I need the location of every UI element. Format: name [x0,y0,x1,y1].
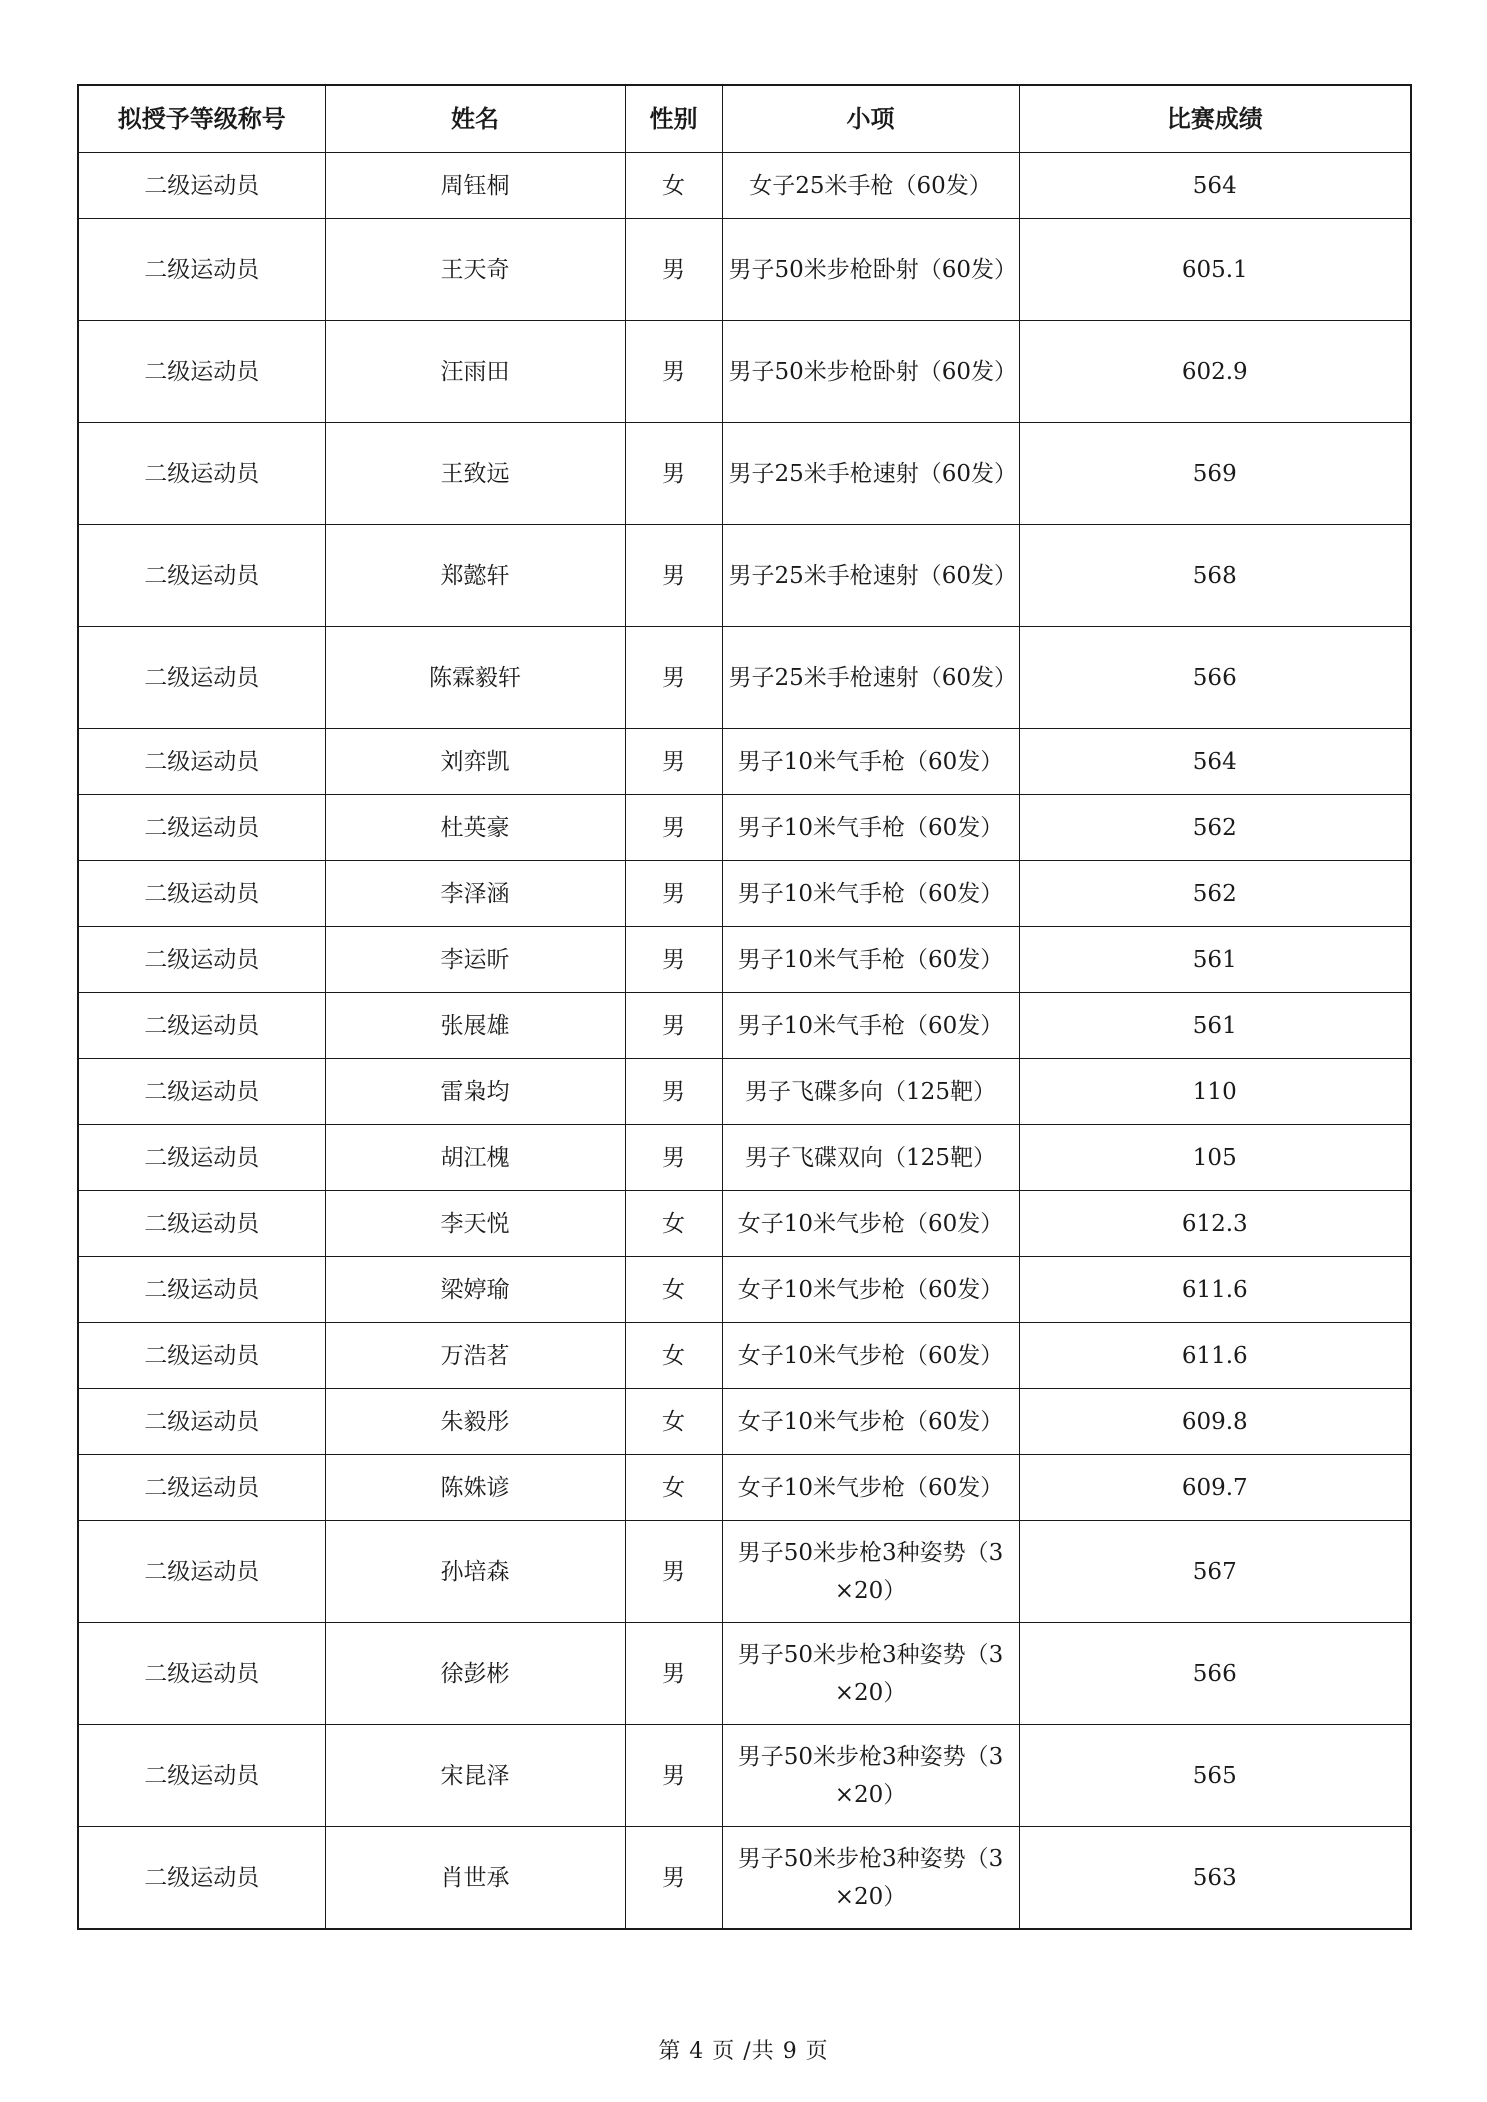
cell-name: 雷枭均 [325,1059,625,1125]
cell-score: 568 [1019,525,1411,627]
cell-event: 男子25米手枪速射（60发） [722,423,1019,525]
cell-grade: 二级运动员 [78,729,325,795]
cell-event: 男子10米气手枪（60发） [722,993,1019,1059]
cell-event: 男子50米步枪3种姿势（3×20） [722,1521,1019,1623]
athlete-table [77,84,1412,1930]
cell-gender: 女 [625,153,722,219]
table-row [78,1725,1411,1827]
table-row [78,153,1411,219]
cell-gender: 男 [625,795,722,861]
cell-score: 110 [1019,1059,1411,1125]
cell-grade: 二级运动员 [78,861,325,927]
cell-score: 562 [1019,795,1411,861]
cell-score: 609.7 [1019,1455,1411,1521]
table-body [78,153,1411,1930]
cell-grade: 二级运动员 [78,1323,325,1389]
cell-score: 567 [1019,1521,1411,1623]
cell-name: 陈霖毅轩 [325,627,625,729]
cell-gender: 男 [625,993,722,1059]
cell-grade: 二级运动员 [78,1521,325,1623]
cell-name: 杜英豪 [325,795,625,861]
table-row [78,1455,1411,1521]
cell-score: 564 [1019,729,1411,795]
cell-name: 郑懿轩 [325,525,625,627]
cell-event: 男子飞碟多向（125靶） [722,1059,1019,1125]
cell-name: 王天奇 [325,219,625,321]
table-row [78,927,1411,993]
cell-gender: 男 [625,1059,722,1125]
cell-grade: 二级运动员 [78,1125,325,1191]
cell-gender: 男 [625,219,722,321]
cell-grade: 二级运动员 [78,153,325,219]
cell-event: 女子10米气步枪（60发） [722,1455,1019,1521]
cell-score: 569 [1019,423,1411,525]
cell-name: 肖世承 [325,1827,625,1930]
cell-name: 徐彭彬 [325,1623,625,1725]
cell-event: 女子25米手枪（60发） [722,153,1019,219]
cell-event: 女子10米气步枪（60发） [722,1191,1019,1257]
table-row [78,1389,1411,1455]
cell-name: 朱毅彤 [325,1389,625,1455]
cell-gender: 女 [625,1257,722,1323]
cell-grade: 二级运动员 [78,993,325,1059]
cell-name: 刘弈凯 [325,729,625,795]
cell-name: 周钰桐 [325,153,625,219]
cell-grade: 二级运动员 [78,525,325,627]
cell-event: 女子10米气步枪（60发） [722,1323,1019,1389]
cell-grade: 二级运动员 [78,1455,325,1521]
cell-gender: 男 [625,321,722,423]
table-row [78,729,1411,795]
cell-gender: 男 [625,627,722,729]
cell-score: 563 [1019,1827,1411,1930]
cell-name: 李运昕 [325,927,625,993]
cell-event: 男子飞碟双向（125靶） [722,1125,1019,1191]
cell-name: 张展雄 [325,993,625,1059]
cell-name: 汪雨田 [325,321,625,423]
cell-score: 609.8 [1019,1389,1411,1455]
cell-score: 605.1 [1019,219,1411,321]
cell-gender: 女 [625,1455,722,1521]
table-row [78,1125,1411,1191]
table-row [78,861,1411,927]
cell-score: 566 [1019,627,1411,729]
cell-gender: 男 [625,729,722,795]
cell-name: 王致远 [325,423,625,525]
cell-event: 男子10米气手枪（60发） [722,861,1019,927]
cell-grade: 二级运动员 [78,1191,325,1257]
table-row [78,423,1411,525]
cell-grade: 二级运动员 [78,627,325,729]
cell-gender: 男 [625,1125,722,1191]
cell-gender: 女 [625,1191,722,1257]
table-row [78,1257,1411,1323]
cell-event: 男子50米步枪3种姿势（3×20） [722,1827,1019,1930]
table-row [78,1191,1411,1257]
cell-grade: 二级运动员 [78,1827,325,1930]
header-score: 比赛成绩 [1019,85,1411,153]
cell-event: 男子50米步枪卧射（60发） [722,219,1019,321]
cell-grade: 二级运动员 [78,1257,325,1323]
cell-grade: 二级运动员 [78,321,325,423]
cell-score: 562 [1019,861,1411,927]
cell-name: 孙培森 [325,1521,625,1623]
page-number: 第 4 页 /共 9 页 [658,2039,829,2064]
table-row [78,1521,1411,1623]
cell-gender: 男 [625,1725,722,1827]
cell-score: 611.6 [1019,1257,1411,1323]
cell-gender: 女 [625,1389,722,1455]
table-row [78,525,1411,627]
cell-name: 李天悦 [325,1191,625,1257]
cell-grade: 二级运动员 [78,1725,325,1827]
cell-name: 陈姝谚 [325,1455,625,1521]
cell-gender: 男 [625,1827,722,1930]
cell-name: 宋昆泽 [325,1725,625,1827]
cell-event: 女子10米气步枪（60发） [722,1389,1019,1455]
header-name: 姓名 [325,85,625,153]
table-row [78,219,1411,321]
cell-event: 男子10米气手枪（60发） [722,927,1019,993]
header-event: 小项 [722,85,1019,153]
cell-event: 女子10米气步枪（60发） [722,1257,1019,1323]
header-grade: 拟授予等级称号 [78,85,325,153]
cell-name: 梁婷瑜 [325,1257,625,1323]
cell-score: 561 [1019,993,1411,1059]
cell-name: 李泽涵 [325,861,625,927]
table-row [78,1827,1411,1930]
cell-score: 105 [1019,1125,1411,1191]
cell-score: 564 [1019,153,1411,219]
cell-event: 男子50米步枪卧射（60发） [722,321,1019,423]
cell-score: 565 [1019,1725,1411,1827]
cell-score: 566 [1019,1623,1411,1725]
cell-score: 611.6 [1019,1323,1411,1389]
cell-gender: 男 [625,1521,722,1623]
cell-score: 561 [1019,927,1411,993]
cell-gender: 男 [625,423,722,525]
cell-gender: 女 [625,1323,722,1389]
cell-name: 万浩茗 [325,1323,625,1389]
table-row [78,1323,1411,1389]
table-header-row [78,85,1411,153]
cell-grade: 二级运动员 [78,423,325,525]
cell-gender: 男 [625,927,722,993]
table-row [78,795,1411,861]
table-row [78,321,1411,423]
cell-event: 男子10米气手枪（60发） [722,795,1019,861]
cell-event: 男子50米步枪3种姿势（3×20） [722,1725,1019,1827]
cell-score: 612.3 [1019,1191,1411,1257]
table-row [78,1059,1411,1125]
cell-event: 男子25米手枪速射（60发） [722,525,1019,627]
table-row [78,993,1411,1059]
cell-grade: 二级运动员 [78,1623,325,1725]
cell-event: 男子25米手枪速射（60发） [722,627,1019,729]
cell-gender: 男 [625,525,722,627]
table-row [78,627,1411,729]
cell-event: 男子10米气手枪（60发） [722,729,1019,795]
cell-grade: 二级运动员 [78,219,325,321]
cell-score: 602.9 [1019,321,1411,423]
cell-name: 胡江槐 [325,1125,625,1191]
cell-gender: 男 [625,861,722,927]
header-gender: 性别 [625,85,722,153]
cell-grade: 二级运动员 [78,795,325,861]
cell-gender: 男 [625,1623,722,1725]
cell-grade: 二级运动员 [78,927,325,993]
cell-event: 男子50米步枪3种姿势（3×20） [722,1623,1019,1725]
table-row [78,1623,1411,1725]
cell-grade: 二级运动员 [78,1059,325,1125]
cell-grade: 二级运动员 [78,1389,325,1455]
